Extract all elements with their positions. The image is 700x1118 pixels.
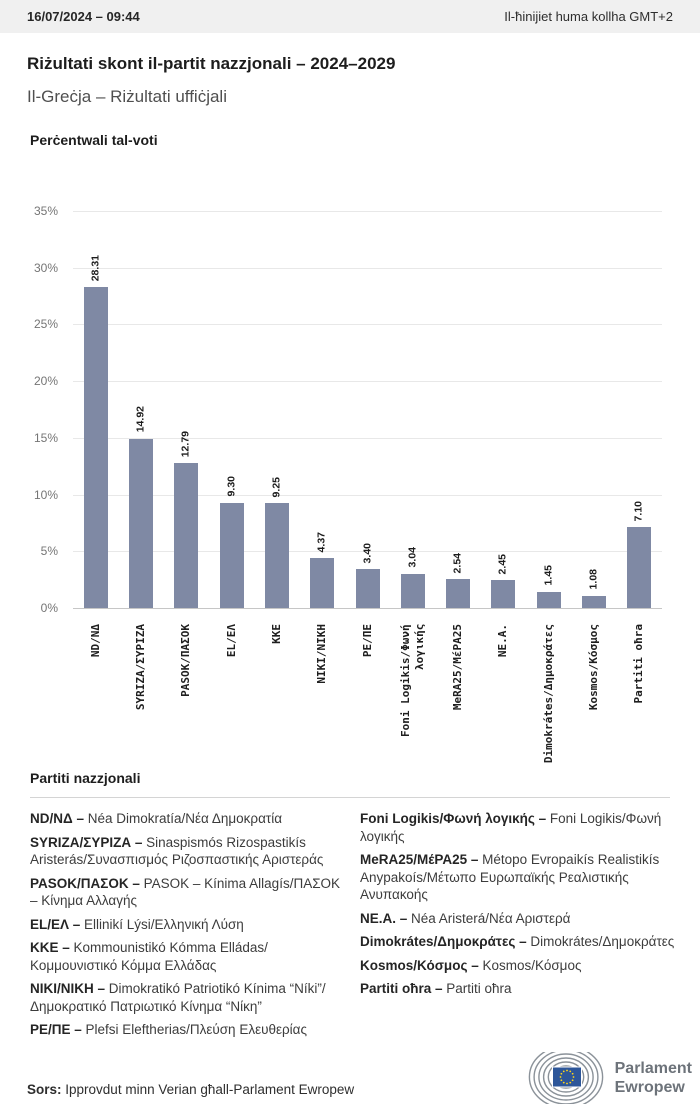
legend-item	[360, 910, 680, 928]
bar-value-label: 1.08	[587, 569, 600, 590]
legend-item	[30, 834, 350, 869]
bar	[627, 527, 651, 608]
gridline	[73, 268, 662, 269]
ep-logo-text	[615, 1059, 692, 1097]
legend-item	[30, 980, 350, 1015]
legend-item-name: PE/ΠΕ –	[30, 1022, 86, 1037]
x-tick-label: Foni Logikis/Φωνή λογικής	[398, 624, 426, 737]
bar-value-label: 7.10	[632, 501, 645, 522]
legend-item-name: EL/ΕΛ –	[30, 916, 85, 932]
bar-value-label: 2.45	[496, 553, 509, 575]
gridline	[73, 438, 662, 439]
x-tick-label: SYRIZA/ΣΥΡΙΖΑ	[133, 624, 147, 711]
legend-divider	[30, 797, 670, 798]
legend-item-description: Sinaspismós Rizospastikís Aristerás/Συνασπισμός Ριζοσπαστικής Αριστεράς	[30, 834, 324, 867]
x-tick-label: PE/ΠΕ	[360, 624, 374, 658]
bar-value-label: 3.40	[361, 543, 373, 564]
european-parliament-logo	[506, 1052, 692, 1104]
bar	[174, 463, 198, 608]
ep-logo-text-line1: Parlament	[614, 1060, 692, 1077]
source-text: Ipprovdut minn Verian għall-Parlament Ewropew	[65, 1082, 355, 1097]
legend-item-name: Partiti oħra –	[360, 981, 447, 996]
gridline	[73, 495, 662, 496]
legend-item-name: KKE –	[30, 940, 74, 955]
legend-item-description: Partiti oħra	[446, 981, 512, 996]
source-note	[27, 1082, 354, 1097]
y-tick-label: 5%	[40, 544, 58, 559]
gridline	[73, 324, 662, 325]
x-tick-label: NE.A.	[496, 624, 510, 658]
legend-item-name: SYRIZA/ΣΥΡΙΖΑ –	[30, 834, 147, 850]
bar-value-label: 1.45	[542, 565, 555, 586]
legend-item	[360, 933, 680, 951]
x-axis	[73, 616, 662, 781]
x-tick-label: NIKI/ΝΙΚΗ	[315, 624, 329, 684]
bar-value-label: 2.54	[451, 552, 464, 574]
header-bar	[0, 0, 700, 33]
bar	[446, 579, 470, 608]
header-datetime: 16/07/2024 – 09:44	[27, 9, 140, 24]
bar-value-label: 3.04	[406, 547, 419, 568]
source-label: Sors:	[27, 1082, 62, 1097]
legend-item	[360, 810, 680, 845]
legend-item	[30, 810, 350, 828]
page-subtitle: Il-Greċja – Riżultati uffiċjali	[27, 87, 227, 106]
legend-item-description: Métopo Evropaikís Realistikís Anypakoís/Μέτωπο Ευρωπαϊκής Ρεαλιστικής Ανυπακοής	[360, 852, 660, 902]
legend-item	[360, 851, 680, 904]
legend-item	[30, 875, 350, 910]
legend-item-name: ND/ΝΔ –	[30, 811, 88, 826]
bar	[220, 503, 244, 608]
legend-item-description: Néa Dimokratía/Νέα Δημοκρατία	[87, 811, 283, 826]
x-tick-label: Kosmos/Κόσμος	[587, 624, 601, 711]
bar-value-label: 28.31	[89, 254, 102, 281]
page-title: Riżultati skont il-partit nazzjonali – 2024–2029	[27, 54, 396, 73]
bar	[310, 558, 334, 608]
legend-column-2	[360, 810, 680, 1004]
y-tick-label: 30%	[33, 260, 58, 275]
legend-heading: Partiti nazzjonali	[30, 770, 141, 786]
y-tick-label: 0%	[40, 601, 58, 615]
x-tick-label: KKE	[269, 624, 283, 644]
bar	[401, 574, 425, 608]
bar-value-label: 9.25	[270, 476, 283, 498]
legend-item	[30, 1021, 350, 1039]
bar	[84, 287, 108, 608]
header-timezone-note: Il-ħinijiet huma kollha GMT+2	[504, 9, 673, 24]
bar	[265, 503, 289, 608]
legend-item-name: Dimokrátes/Δημοκράτες –	[360, 934, 531, 949]
bar	[537, 592, 561, 608]
x-tick-label: EL/ΕΛ	[224, 624, 238, 658]
bar	[582, 596, 606, 608]
bar	[356, 569, 380, 608]
ep-logo-text-line2: Ewropew	[614, 1079, 685, 1096]
legend-item	[360, 957, 680, 975]
gridline	[73, 211, 662, 212]
legend-item-name: MeRA25/ΜέΡΑ25 –	[360, 852, 483, 867]
legend-item	[30, 939, 350, 974]
legend-item-name: Kosmos/Κόσμος –	[360, 957, 483, 973]
bar-value-label: 14.92	[134, 406, 147, 433]
y-tick-label: 10%	[33, 487, 58, 502]
bar	[129, 439, 153, 608]
legend-item-description: Foni Logikis/Φωνή λογικής	[360, 811, 662, 844]
legend-item	[360, 980, 680, 998]
legend-item-description: Plefsi Eleftherias/Πλεύση Ελευθερίας	[85, 1022, 307, 1037]
bar-value-label: 12.79	[179, 430, 192, 457]
bar	[491, 580, 515, 608]
y-tick-label: 35%	[33, 204, 58, 218]
legend-item-description: Dimokrátes/Δημοκράτες	[530, 934, 675, 949]
x-axis-line	[73, 608, 662, 609]
y-tick-label: 15%	[33, 430, 58, 445]
legend-item-description: Ellinikí Lýsi/Ελληνική Λύση	[84, 916, 244, 932]
legend-item-name: PASOK/ΠΑΣΟΚ –	[30, 875, 144, 891]
x-tick-label: MeRA25/ΜέΡΑ25	[451, 624, 465, 711]
bar-value-label: 4.37	[315, 532, 328, 553]
plot-area	[73, 211, 662, 608]
x-tick-label: Partiti oħra	[632, 624, 646, 704]
legend-item-description: Kommounistikó Kómma Elládas/Κομμουνιστικό Κόμμα Ελλάδας	[30, 940, 268, 973]
legend-item-description: PASOK – Kínima Allagís/ΠΑΣΟΚ – Κίνημα Αλλαγής	[30, 875, 341, 908]
legend-item-description: Dimokratikó Patriotikó Kínima “Níki”/Δημοκρατικό Πατριωτικό Κίνημα “Νίκη”	[30, 981, 326, 1014]
legend-item-name: NE.A. –	[360, 910, 412, 926]
chart-title: Perċentwali tal-voti	[30, 132, 158, 148]
legend-item-name: NIKI/ΝΙΚΗ –	[30, 981, 109, 996]
x-tick-label: PASOK/ΠΑΣΟΚ	[179, 624, 193, 697]
legend-item-description: Néa Aristerá/Νέα Αριστερά	[411, 910, 571, 926]
y-tick-label: 25%	[33, 317, 58, 332]
legend-item-description: Kosmos/Κόσμος	[482, 957, 582, 973]
hemicycle-eu-flag-icon	[506, 1052, 608, 1104]
bar-value-label: 9.30	[225, 476, 238, 497]
y-axis	[0, 204, 58, 615]
legend-column-1	[30, 810, 350, 1045]
gridline	[73, 381, 662, 382]
legend-item-name: Foni Logikis/Φωνή λογικής –	[360, 811, 550, 826]
y-tick-label: 20%	[33, 374, 58, 389]
legend-item	[30, 916, 350, 934]
x-tick-label: Dimokrátes/Δημοκράτες	[541, 624, 555, 764]
x-tick-label: ND/ΝΔ	[88, 624, 102, 658]
